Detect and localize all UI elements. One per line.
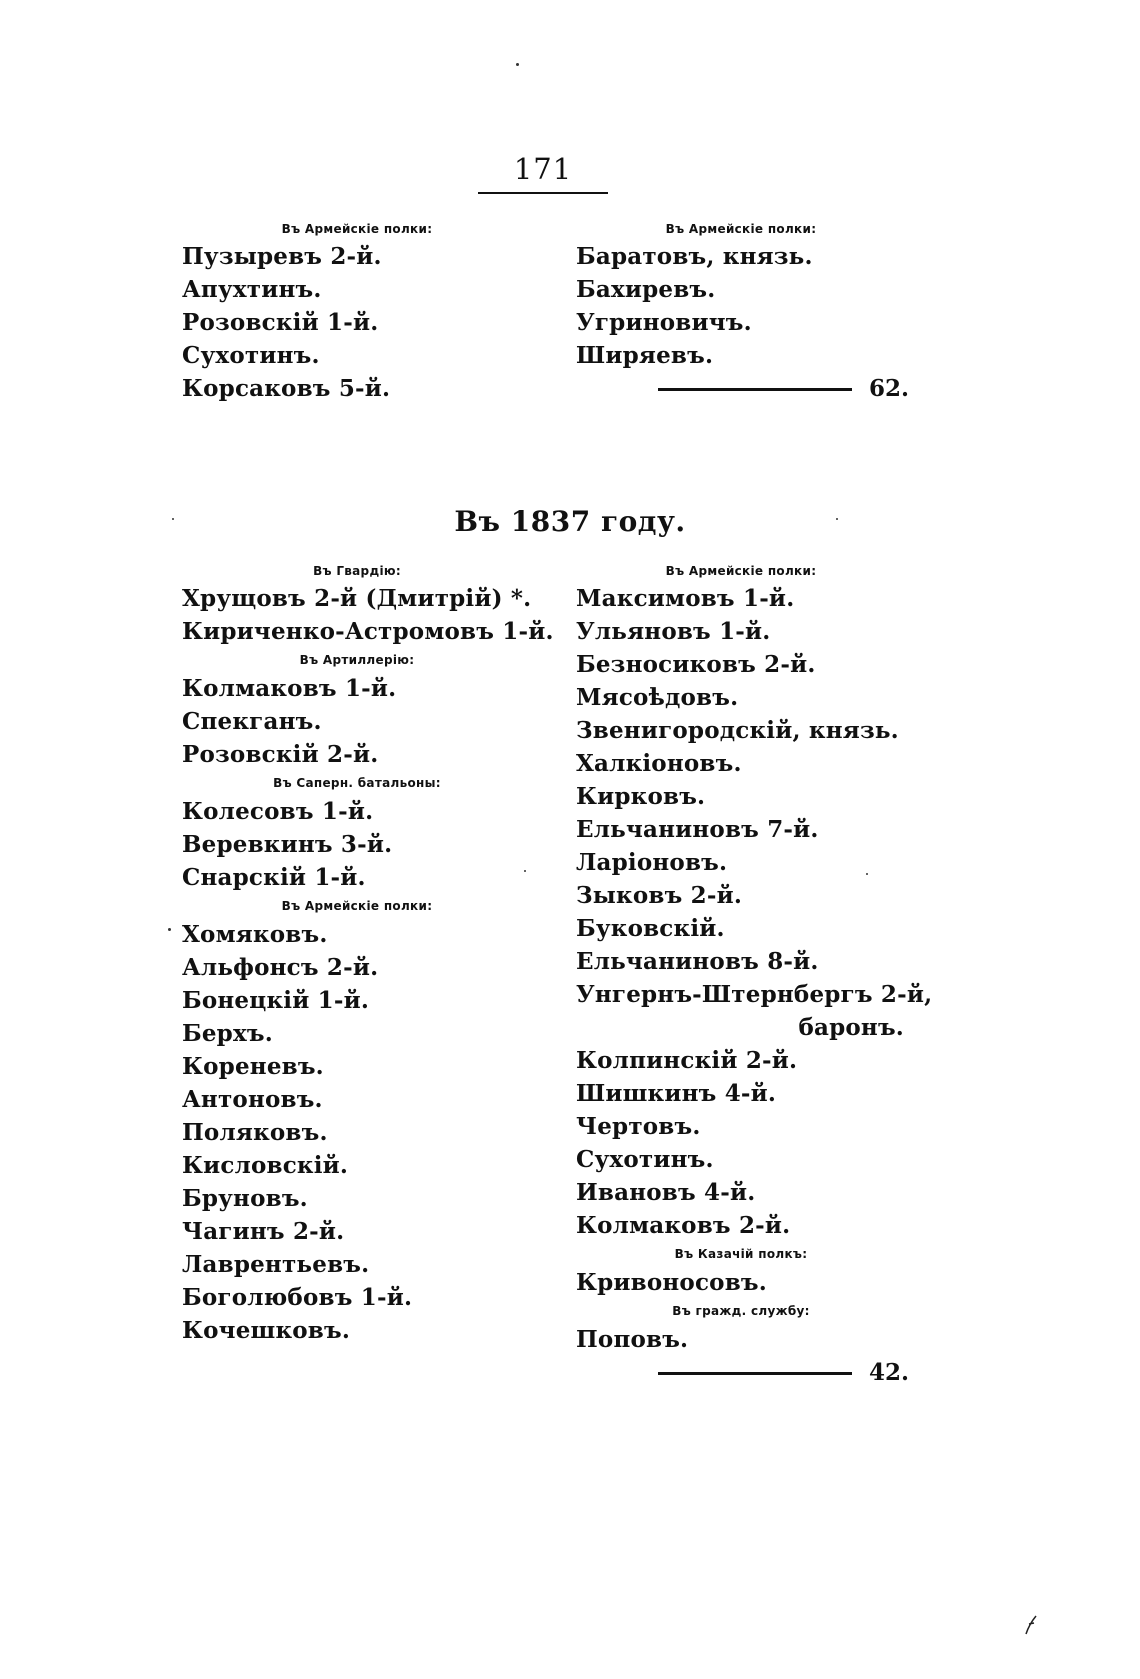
- section2-right-column: [576, 560, 933, 1389]
- name-entry: Мясоѣдовъ.: [576, 684, 739, 711]
- name-entry: Апухтинъ.: [182, 276, 322, 303]
- name-entry: Ульяновъ 1-й.: [576, 618, 771, 645]
- name-entry: Баратовъ, князь.: [576, 243, 813, 270]
- name-entry: Колпинскiй 2-й.: [576, 1047, 798, 1074]
- ink-speck: [836, 518, 838, 520]
- section-header: Въ Артиллерiю:: [299, 653, 415, 667]
- name-entry: Буковскiй.: [576, 915, 725, 942]
- name-entry: Снарскiй 1-й.: [182, 864, 366, 891]
- total-rule: [658, 1372, 852, 1375]
- total-row: [576, 1356, 910, 1389]
- section-header: Въ Саперн. батальоны:: [273, 776, 441, 790]
- name-entry: Угриновичъ.: [576, 309, 752, 336]
- name-entry: Пузыревъ 2-й.: [182, 243, 382, 270]
- section1-right-column: [576, 218, 910, 405]
- page-number-rule: [478, 192, 608, 194]
- section-header: Въ Гвардiю:: [313, 564, 401, 578]
- name-entry: Кирковъ.: [576, 783, 706, 810]
- name-entry: Ларiоновъ.: [576, 849, 728, 876]
- name-entry: Чагинъ 2-й.: [182, 1218, 345, 1245]
- name-entry: Хрущовъ 2-й (Дмитрiй) *.: [182, 585, 532, 612]
- name-entry: Безносиковъ 2-й.: [576, 651, 816, 678]
- name-entry: Сухотинъ.: [182, 342, 320, 369]
- section-header: Въ гражд. службу:: [672, 1304, 810, 1318]
- year-heading: Въ 1837 году.: [454, 505, 686, 538]
- name-entry: Бахиревъ.: [576, 276, 716, 303]
- name-entry: Розовскiй 1-й.: [182, 309, 379, 336]
- name-entry: Корсаковъ 5-й.: [182, 375, 391, 402]
- name-entry: Кореневъ.: [182, 1053, 324, 1080]
- name-entry: Кисловскiй.: [182, 1152, 349, 1179]
- section-header: Въ Армейскiе полки:: [281, 899, 433, 913]
- name-entry: Ивановъ 4-й.: [576, 1179, 756, 1206]
- name-entry: Спекганъ.: [182, 708, 322, 735]
- name-entry: Халкiоновъ.: [576, 750, 742, 777]
- section2-left-column: [182, 560, 554, 1347]
- ink-speck: [516, 63, 519, 66]
- name-entry: Ельчаниновъ 8-й.: [576, 948, 819, 975]
- name-entry: Колмаковъ 1-й.: [182, 675, 397, 702]
- pen-mark: [1022, 1612, 1042, 1638]
- section1-left-column: [182, 218, 532, 405]
- total-count: 62.: [869, 375, 910, 402]
- total-count: 42.: [869, 1359, 910, 1386]
- name-entry: Шишкинъ 4-й.: [576, 1080, 777, 1107]
- name-entry: Кириченко-Астромовъ 1-й.: [182, 618, 554, 645]
- name-continuation: баронъ.: [798, 1014, 904, 1041]
- name-entry: Хомяковъ.: [182, 921, 328, 948]
- name-entry: Звенигородскiй, князь.: [576, 717, 899, 744]
- page-number: 171: [513, 152, 573, 186]
- section-header: Въ Казачiй полкъ:: [674, 1247, 808, 1261]
- total-row: [576, 372, 910, 405]
- name-entry: Бонецкiй 1-й.: [182, 987, 370, 1014]
- name-entry: Боголюбовъ 1-й.: [182, 1284, 413, 1311]
- name-entry: Поляковъ.: [182, 1119, 328, 1146]
- section-header: Въ Армейскiе полки:: [665, 564, 817, 578]
- name-entry: Веревкинъ 3-й.: [182, 831, 393, 858]
- name-entry: Берхъ.: [182, 1020, 273, 1047]
- section-header: Въ Армейскiе полки:: [665, 222, 817, 236]
- name-entry: Ельчаниновъ 7-й.: [576, 816, 819, 843]
- name-entry: Кочешковъ.: [182, 1317, 351, 1344]
- name-entry: Сухотинъ.: [576, 1146, 714, 1173]
- name-entry: Унгернъ-Штернбергъ 2-й,: [576, 981, 933, 1008]
- name-entry: Чертовъ.: [576, 1113, 701, 1140]
- name-entry: Колесовъ 1-й.: [182, 798, 374, 825]
- name-entry: Поповъ.: [576, 1326, 689, 1353]
- name-entry: Антоновъ.: [182, 1086, 323, 1113]
- name-entry: Ширяевъ.: [576, 342, 714, 369]
- name-entry: Лаврентьевъ.: [182, 1251, 370, 1278]
- name-entry: Кривоносовъ.: [576, 1269, 767, 1296]
- name-entry: Максимовъ 1-й.: [576, 585, 795, 612]
- section-header: Въ Армейскiе полки:: [281, 222, 433, 236]
- ink-speck: [172, 518, 174, 520]
- name-entry: Зыковъ 2-й.: [576, 882, 743, 909]
- name-entry: Колмаковъ 2-й.: [576, 1212, 791, 1239]
- name-entry: Розовскiй 2-й.: [182, 741, 379, 768]
- name-entry: Альфонсъ 2-й.: [182, 954, 379, 981]
- total-rule: [658, 388, 852, 391]
- name-entry: Бруновъ.: [182, 1185, 308, 1212]
- ink-speck: [168, 928, 171, 931]
